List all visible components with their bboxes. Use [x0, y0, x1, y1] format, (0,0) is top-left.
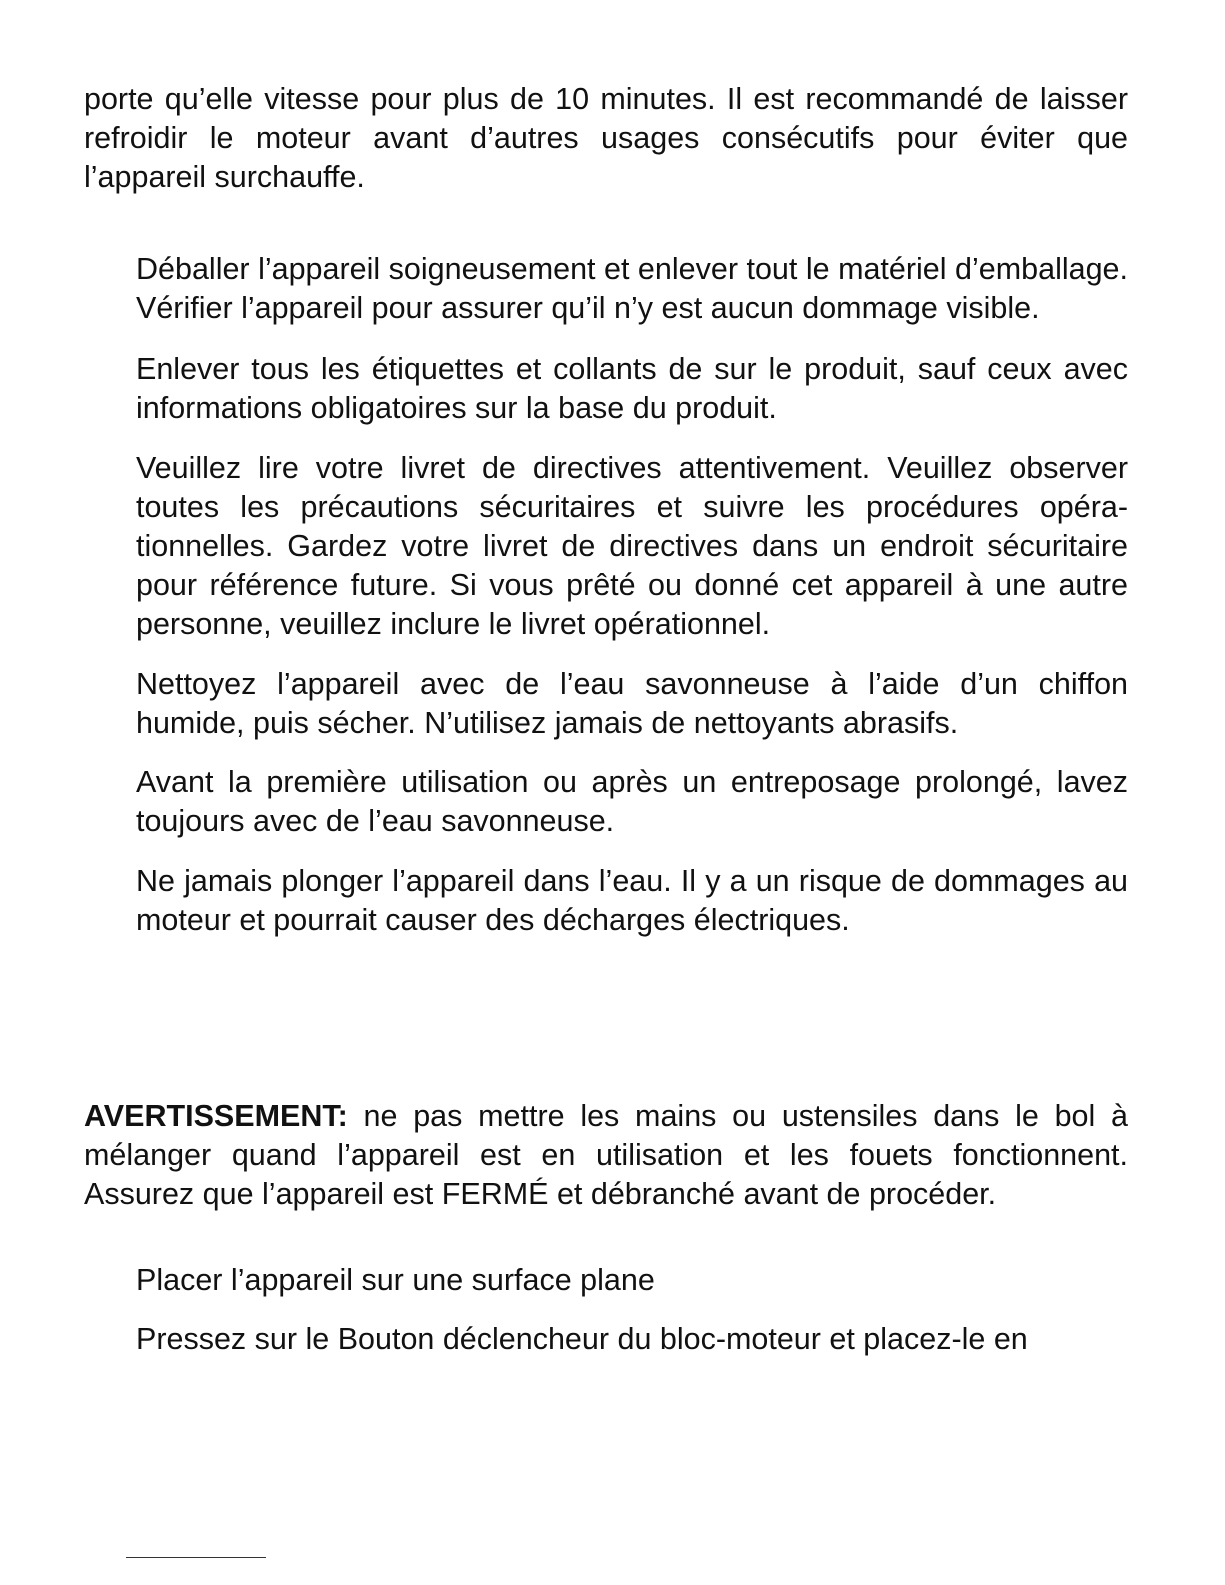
warning-text: ne pas mettre les mains ou ustensiles dans le bol à mélanger quand l’appareil est en utilisation et les fouets fonctionnent. Assurez que l’appareil est FERMÉ et débranché avant de procéder. [84, 1099, 1128, 1211]
warning-paragraph [84, 1097, 1128, 1214]
step-clean: Nettoyez l’appareil avec de l’eau savonneuse à l’aide d’un chiffon humide, puis sécher. N’utilisez jamais de nettoyants abrasifs. [136, 667, 1128, 740]
step-read-instructions: Veuillez lire votre livret de directives attentivement. Veuillez observer toutes les précautions sécuritaires et suivre les procédures opéra-tionnelles. Gardez votre livret de directives dans un endroit sécuritaire pour référence future. Si vous prêté ou donné cet appareil à une autre personne, veuillez inclure le livret opérationnel. [136, 451, 1128, 641]
step-press-release-button: Pressez sur le Bouton déclencheur du bloc-moteur et placez-le en [136, 1322, 1028, 1356]
step-remove-labels: Enlever tous les étiquettes et collants de sur le produit, sauf ceux avec informations obligatoires sur la base du produit. [136, 352, 1128, 425]
warning-label: AVERTISSEMENT: [84, 1099, 348, 1133]
step-wash-before-use: Avant la première utilisation ou après un entreposage prolongé, lavez toujours avec de l’eau savonneuse. [136, 765, 1128, 838]
step-no-immersion: Ne jamais plonger l’appareil dans l’eau. Il y a un risque de dommages au moteur et pourrait causer des décharges électriques. [136, 864, 1128, 937]
intro-paragraph: porte qu’elle vitesse pour plus de 10 minutes. Il est recommandé de laisser refroidir le moteur avant d’autres usages consécutifs pour éviter que l’appareil surchauffe. [84, 82, 1128, 194]
footnote-rule [126, 1557, 266, 1558]
step-place-flat: Placer l’appareil sur une surface plane [136, 1263, 655, 1297]
step-unpack: Déballer l’appareil soigneusement et enlever tout le matériel d’emballage. Vérifier l’appareil pour assurer qu’il n’y est aucun dommage visible. [136, 252, 1128, 325]
